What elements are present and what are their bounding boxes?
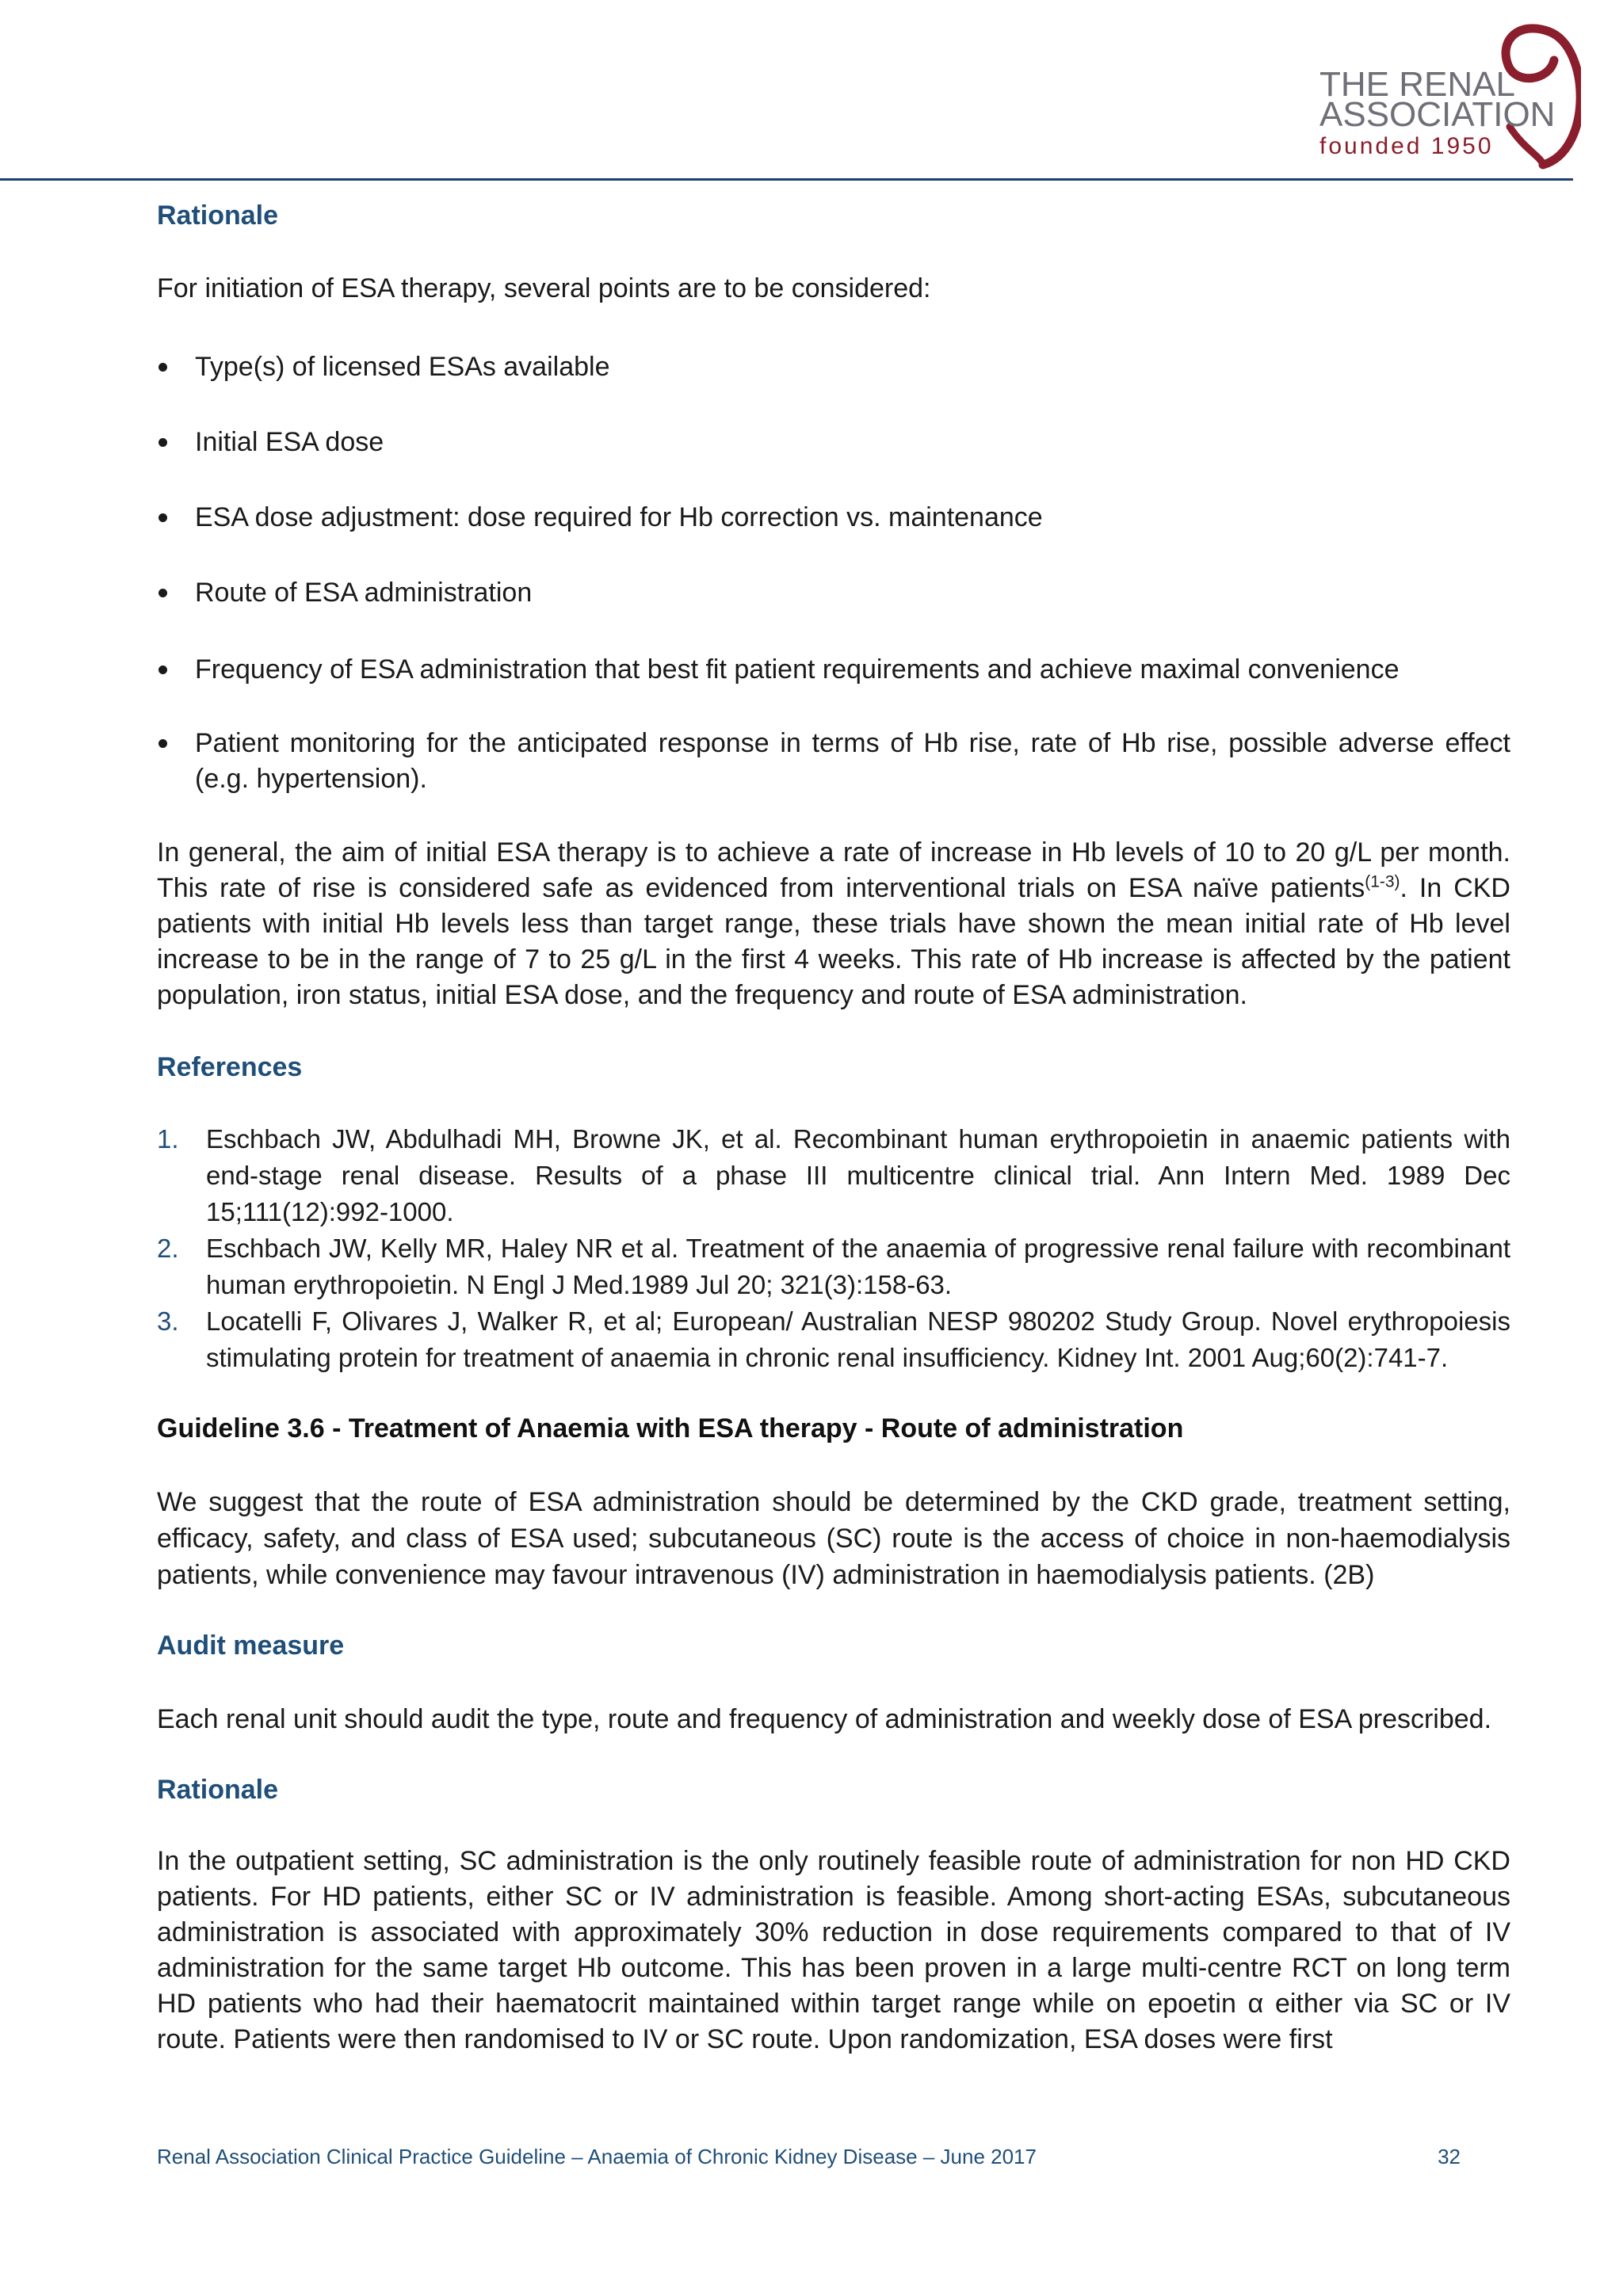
header-rule (0, 178, 1573, 181)
rationale-paragraph (157, 835, 1510, 1013)
reference-item (157, 1230, 1510, 1303)
renal-association-logo (1312, 16, 1581, 174)
rationale-text-b: . In CKD patients with initial Hb levels less than target range, these trials have shown the mean initial rate of Hb level increase to be in the range of 7 to 25 g/L in the first 4 weeks. This rate of Hb increase is affected by the patient population, iron status, initial ESA dose, and the frequency and route of ESA administration. (157, 873, 1510, 1010)
guideline-text: We suggest that the route of ESA administration should be determined by the CKD grade, treatment setting, efficacy, safety, and class of ESA used; subcutaneous (SC) route is the access of choice in non-haemodialysis patients, while convenience may favour intravenous (IV) administration in haemodialysis patients. (2B) (157, 1487, 1510, 1590)
rationale-heading: Rationale (157, 200, 279, 231)
list-item: Initial ESA dose (157, 425, 1510, 460)
rationale-heading-2: Rationale (157, 1775, 279, 1805)
reference-number: 1. (157, 1124, 179, 1154)
audit-heading: Audit measure (157, 1630, 345, 1661)
references-heading: References (157, 1052, 303, 1082)
reference-text: Eschbach JW, Abdulhadi MH, Browne JK, et al. Recombinant human erythropoietin in anaemic patients with end-stage renal disease. Results of a phase III multicentre clinical trial. Ann Intern Med. 1989 Dec 15;111(12):992-1000. (206, 1124, 1510, 1226)
list-item: ESA dose adjustment: dose required for Hb correction vs. maintenance (157, 500, 1510, 536)
guideline-heading: Guideline 3.6 - Treatment of Anaemia with ESA therapy - Route of administration (157, 1413, 1184, 1444)
considerations-list (157, 349, 1510, 797)
citation-superscript: (1-3) (1365, 872, 1400, 891)
page-footer (157, 2145, 1461, 2169)
reference-number: 3. (157, 1306, 179, 1336)
audit-text: Each renal unit should audit the type, route and frequency of administration and weekly dose of ESA prescribed. (157, 1704, 1492, 1734)
page-content (157, 198, 1510, 2058)
references-list (157, 1121, 1510, 1376)
reference-text: Locatelli F, Olivares J, Walker R, et al; European/ Australian NESP 980202 Study Group. Novel erythropoiesis stimulating protein for treatment of anaemia in chronic renal insufficiency. Kidney Int. 2001 Aug;60(2):741-7. (206, 1306, 1510, 1372)
logo-text-line2: ASSOCIATION (1319, 95, 1556, 134)
rationale-text-2: In the outpatient setting, SC administration is the only routinely feasible route of administration for non HD CKD patients. For HD patients, either SC or IV administration is feasible. Among short-acting ESAs, subcutaneous administration is associated with approximately 30% reduction in dose requirements compared to that of IV administration for the same target Hb outcome. This has been proven in a large multi-centre RCT on long term HD patients who had their haematocrit maintained within target range while on epoetin α either via SC or IV route. Patients were then randomised to IV or SC route. Upon randomization, ESA doses were first (157, 1846, 1510, 2054)
reference-item (157, 1121, 1510, 1230)
list-item: Type(s) of licensed ESAs available (157, 349, 1510, 385)
reference-item (157, 1303, 1510, 1376)
list-item: Route of ESA administration (157, 575, 1510, 611)
reference-number: 2. (157, 1234, 179, 1263)
logo-text-line1: THE RENAL (1319, 65, 1515, 104)
reference-text: Eschbach JW, Kelly MR, Haley NR et al. Treatment of the anaemia of progressive renal failure with recombinant human erythropoietin. N Engl J Med.1989 Jul 20; 321(3):158-63. (206, 1234, 1510, 1299)
footer-text: Renal Association Clinical Practice Guideline – Anaemia of Chronic Kidney Disease – June 2017 (157, 2145, 1037, 2168)
list-item: Frequency of ESA administration that best fit patient requirements and achieve maximal convenience (157, 652, 1510, 688)
rationale-text-a: In general, the aim of initial ESA therapy is to achieve a rate of increase in Hb levels of 10 to 20 g/L per month. This rate of rise is considered safe as evidenced from interventional trials on ESA naïve patients (157, 837, 1510, 903)
list-item: Patient monitoring for the anticipated response in terms of Hb rise, rate of Hb rise, possible adverse effect (e.g. hypertension). (157, 726, 1510, 797)
page-number: 32 (1438, 2145, 1461, 2168)
rationale-intro: For initiation of ESA therapy, several points are to be considered: (157, 273, 931, 303)
logo-founded-text: founded 1950 (1319, 133, 1494, 159)
